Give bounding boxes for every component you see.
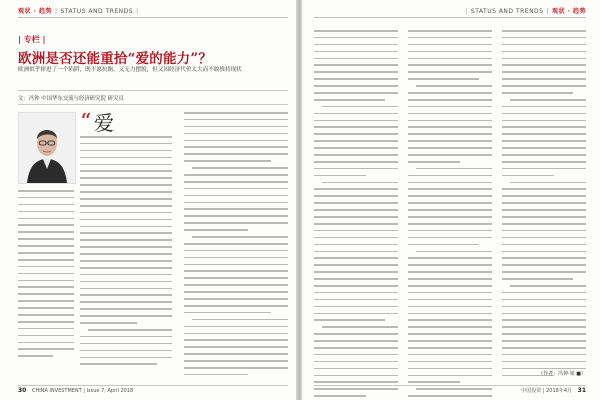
left-column-2-text xyxy=(184,112,288,381)
left-column-1b-text xyxy=(18,190,74,362)
opening-quote-mark: “ xyxy=(80,110,92,135)
right-column-2-text xyxy=(408,30,492,400)
right-column-1-text xyxy=(314,30,398,400)
right-column-3-text xyxy=(502,30,586,381)
author-portrait xyxy=(18,112,76,184)
right-header-rule xyxy=(314,17,586,18)
right-footer-rule xyxy=(314,385,586,386)
right-header-section-en: STATUS AND TRENDS xyxy=(470,8,544,15)
left-footer-rule xyxy=(18,385,288,386)
author-portrait-image xyxy=(19,113,75,183)
left-header-rule xyxy=(18,17,288,18)
byline-rule-bottom xyxy=(18,104,288,105)
article-byline: 文：冯钟 中国华东交流与经济研究院 研究员 xyxy=(18,96,124,102)
drop-cap: 爱 xyxy=(94,111,114,135)
left-header-tail: | xyxy=(136,8,139,15)
right-page xyxy=(302,0,600,400)
right-footer-magazine: 中国投资 | 2018年4月 xyxy=(521,388,573,394)
left-header-section-cn: 观状 · 趋势 xyxy=(18,8,52,15)
article-deck: 欧洲似乎摔进了一个陷阱，既不愿抗衡，又无力摆脱，但又因经济代价太大而不敢推持现状 xyxy=(18,67,242,73)
left-footer xyxy=(18,387,133,394)
left-footer-magazine: CHINA INVESTMENT | Issue 7, April 2018 xyxy=(31,388,134,394)
right-running-header xyxy=(462,6,586,15)
article-headline: 欧洲是否还能重拾“爱的能力”？ xyxy=(18,51,213,67)
right-header-section-cn: 观状 · 趋势 xyxy=(552,8,586,15)
left-column-1-text xyxy=(80,136,172,370)
columnist-tag: | 专栏 | xyxy=(18,35,46,44)
article-end-sign: （作者：冯钟·梁 ■） xyxy=(538,371,586,377)
right-header-divider: | xyxy=(546,8,550,15)
left-header-section-en: STATUS AND TRENDS xyxy=(60,8,134,15)
right-header-lead: | xyxy=(465,8,468,15)
left-page xyxy=(0,0,298,400)
left-page-number: 30 xyxy=(18,387,27,394)
byline-rule-top xyxy=(18,90,288,91)
right-page-number: 31 xyxy=(577,387,586,394)
left-header-divider: | xyxy=(54,8,58,15)
right-footer xyxy=(521,387,586,394)
left-running-header xyxy=(18,6,142,15)
